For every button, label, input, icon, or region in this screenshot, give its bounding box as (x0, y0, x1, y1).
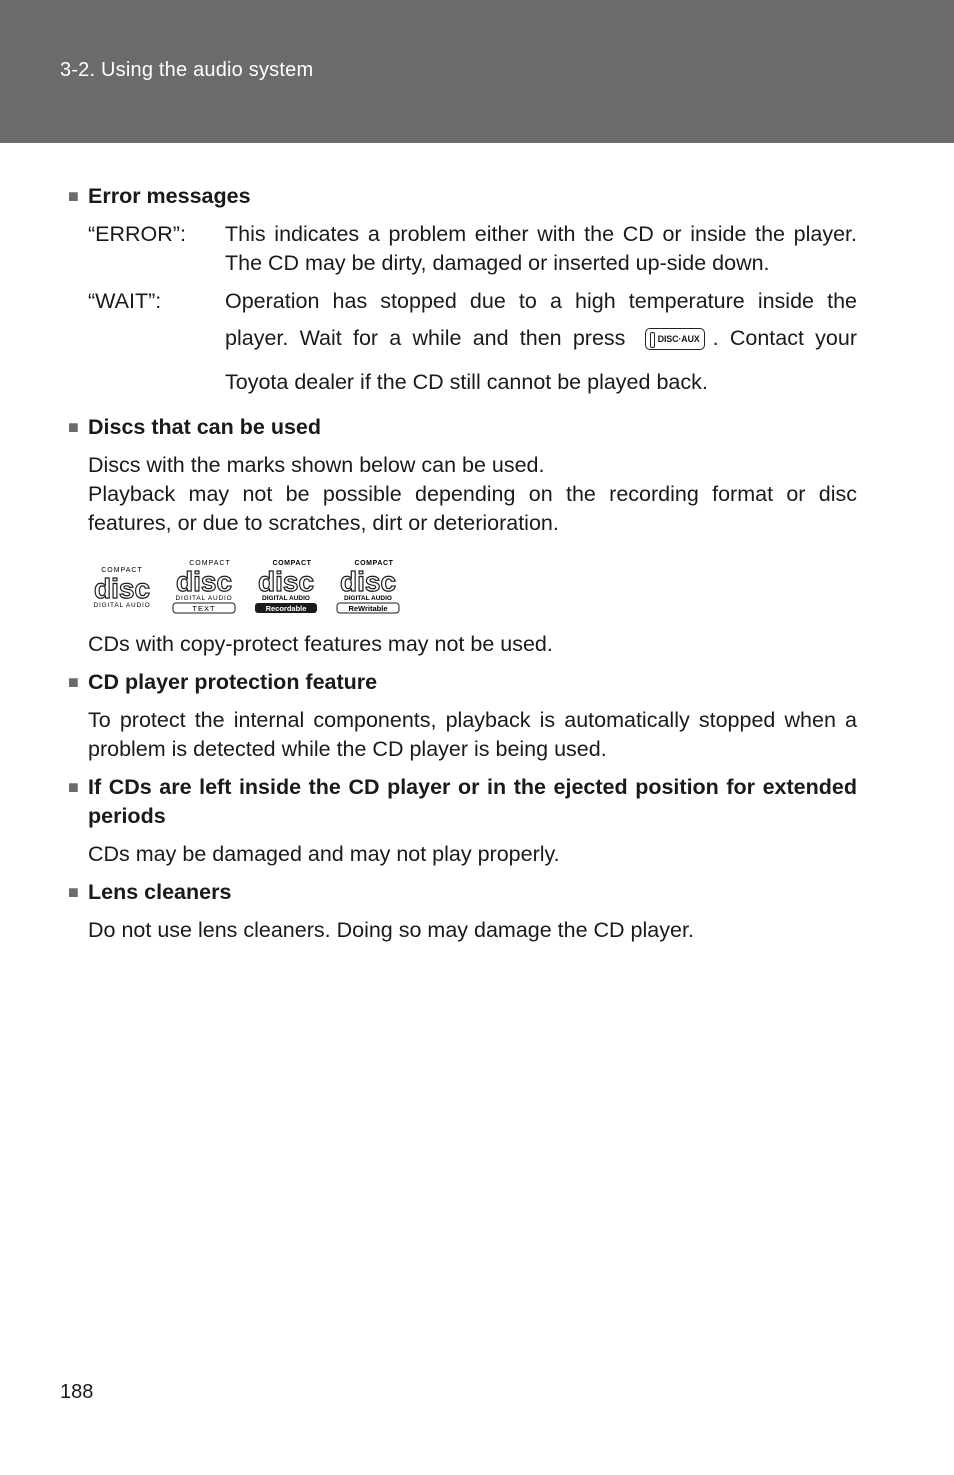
svg-text:COMPACT: COMPACT (189, 560, 231, 567)
svg-text:DIGITAL AUDIO: DIGITAL AUDIO (93, 602, 151, 609)
wait-term: “WAIT”: (88, 289, 162, 313)
svg-text:COMPACT: COMPACT (354, 560, 394, 567)
page-number: 188 (60, 1381, 94, 1403)
compact-disc-logo-icon (88, 558, 156, 614)
compact-disc-recordable-logo-icon (252, 558, 320, 614)
error-description: This indicates a problem either with the CD or inside the player. The CD may be dirty, damaged or inserted up-side down. (225, 222, 857, 275)
heading-error-messages: ■ Error messages (68, 182, 857, 211)
wait-description: Operation has stopped due to a high temperature inside the player. Wait for a while and then press DISC·AUX . Contact your Toyota dealer if the CD still cannot be played back. (225, 289, 858, 394)
square-bullet-icon: ■ (68, 186, 79, 206)
square-bullet-icon: ■ (68, 417, 79, 437)
copy-protect-note: CDs with copy-protect features may not be used. (88, 632, 553, 656)
svg-text:disc: disc (257, 566, 315, 597)
compact-disc-rewritable-logo-icon (334, 558, 402, 614)
heading-protection: ■ CD player protection feature (68, 668, 857, 697)
svg-text:disc: disc (339, 566, 397, 597)
square-bullet-icon: ■ (68, 672, 79, 692)
wait-message-row (88, 287, 857, 404)
svg-text:ReWritable: ReWritable (348, 604, 388, 613)
heading-left-inside: ■ If CDs are left inside the CD player or in the ejected position for extended periods (68, 773, 857, 831)
disc-logos (88, 558, 857, 614)
svg-text:DIGITAL AUDIO: DIGITAL AUDIO (344, 595, 392, 602)
svg-text:DIGITAL AUDIO: DIGITAL AUDIO (262, 595, 310, 602)
square-bullet-icon: ■ (68, 882, 79, 902)
heading-discs: ■ Discs that can be used (68, 413, 857, 442)
section-title: 3-2. Using the audio system (60, 59, 314, 81)
svg-text:disc: disc (93, 573, 151, 604)
svg-text:TEXT: TEXT (192, 604, 216, 613)
svg-text:COMPACT: COMPACT (272, 560, 312, 567)
svg-text:disc: disc (175, 566, 233, 597)
svg-text:COMPACT: COMPACT (101, 567, 143, 574)
lens-text: Do not use lens cleaners. Doing so may damage the CD player. (88, 918, 694, 942)
compact-disc-text-logo-icon (170, 558, 238, 614)
svg-text:Recordable: Recordable (265, 604, 307, 613)
discs-text: Discs with the marks shown below can be used. Playback may not be possible depending on the recording format or disc features, or due to scratches, dirt or deterioration. (88, 453, 857, 535)
disc-aux-button-icon: DISC·AUX (645, 328, 705, 350)
protection-text: To protect the internal components, playback is automatically stopped when a problem is detected while the CD player is being used. (88, 708, 857, 761)
square-bullet-icon: ■ (68, 777, 79, 797)
page-header (0, 0, 954, 143)
error-message-row (88, 220, 857, 278)
page-content (68, 182, 857, 954)
error-term: “ERROR”: (88, 222, 186, 246)
svg-text:DIGITAL AUDIO: DIGITAL AUDIO (175, 595, 233, 602)
left-inside-text: CDs may be damaged and may not play properly. (88, 842, 560, 866)
heading-lens-cleaners: ■ Lens cleaners (68, 878, 857, 907)
